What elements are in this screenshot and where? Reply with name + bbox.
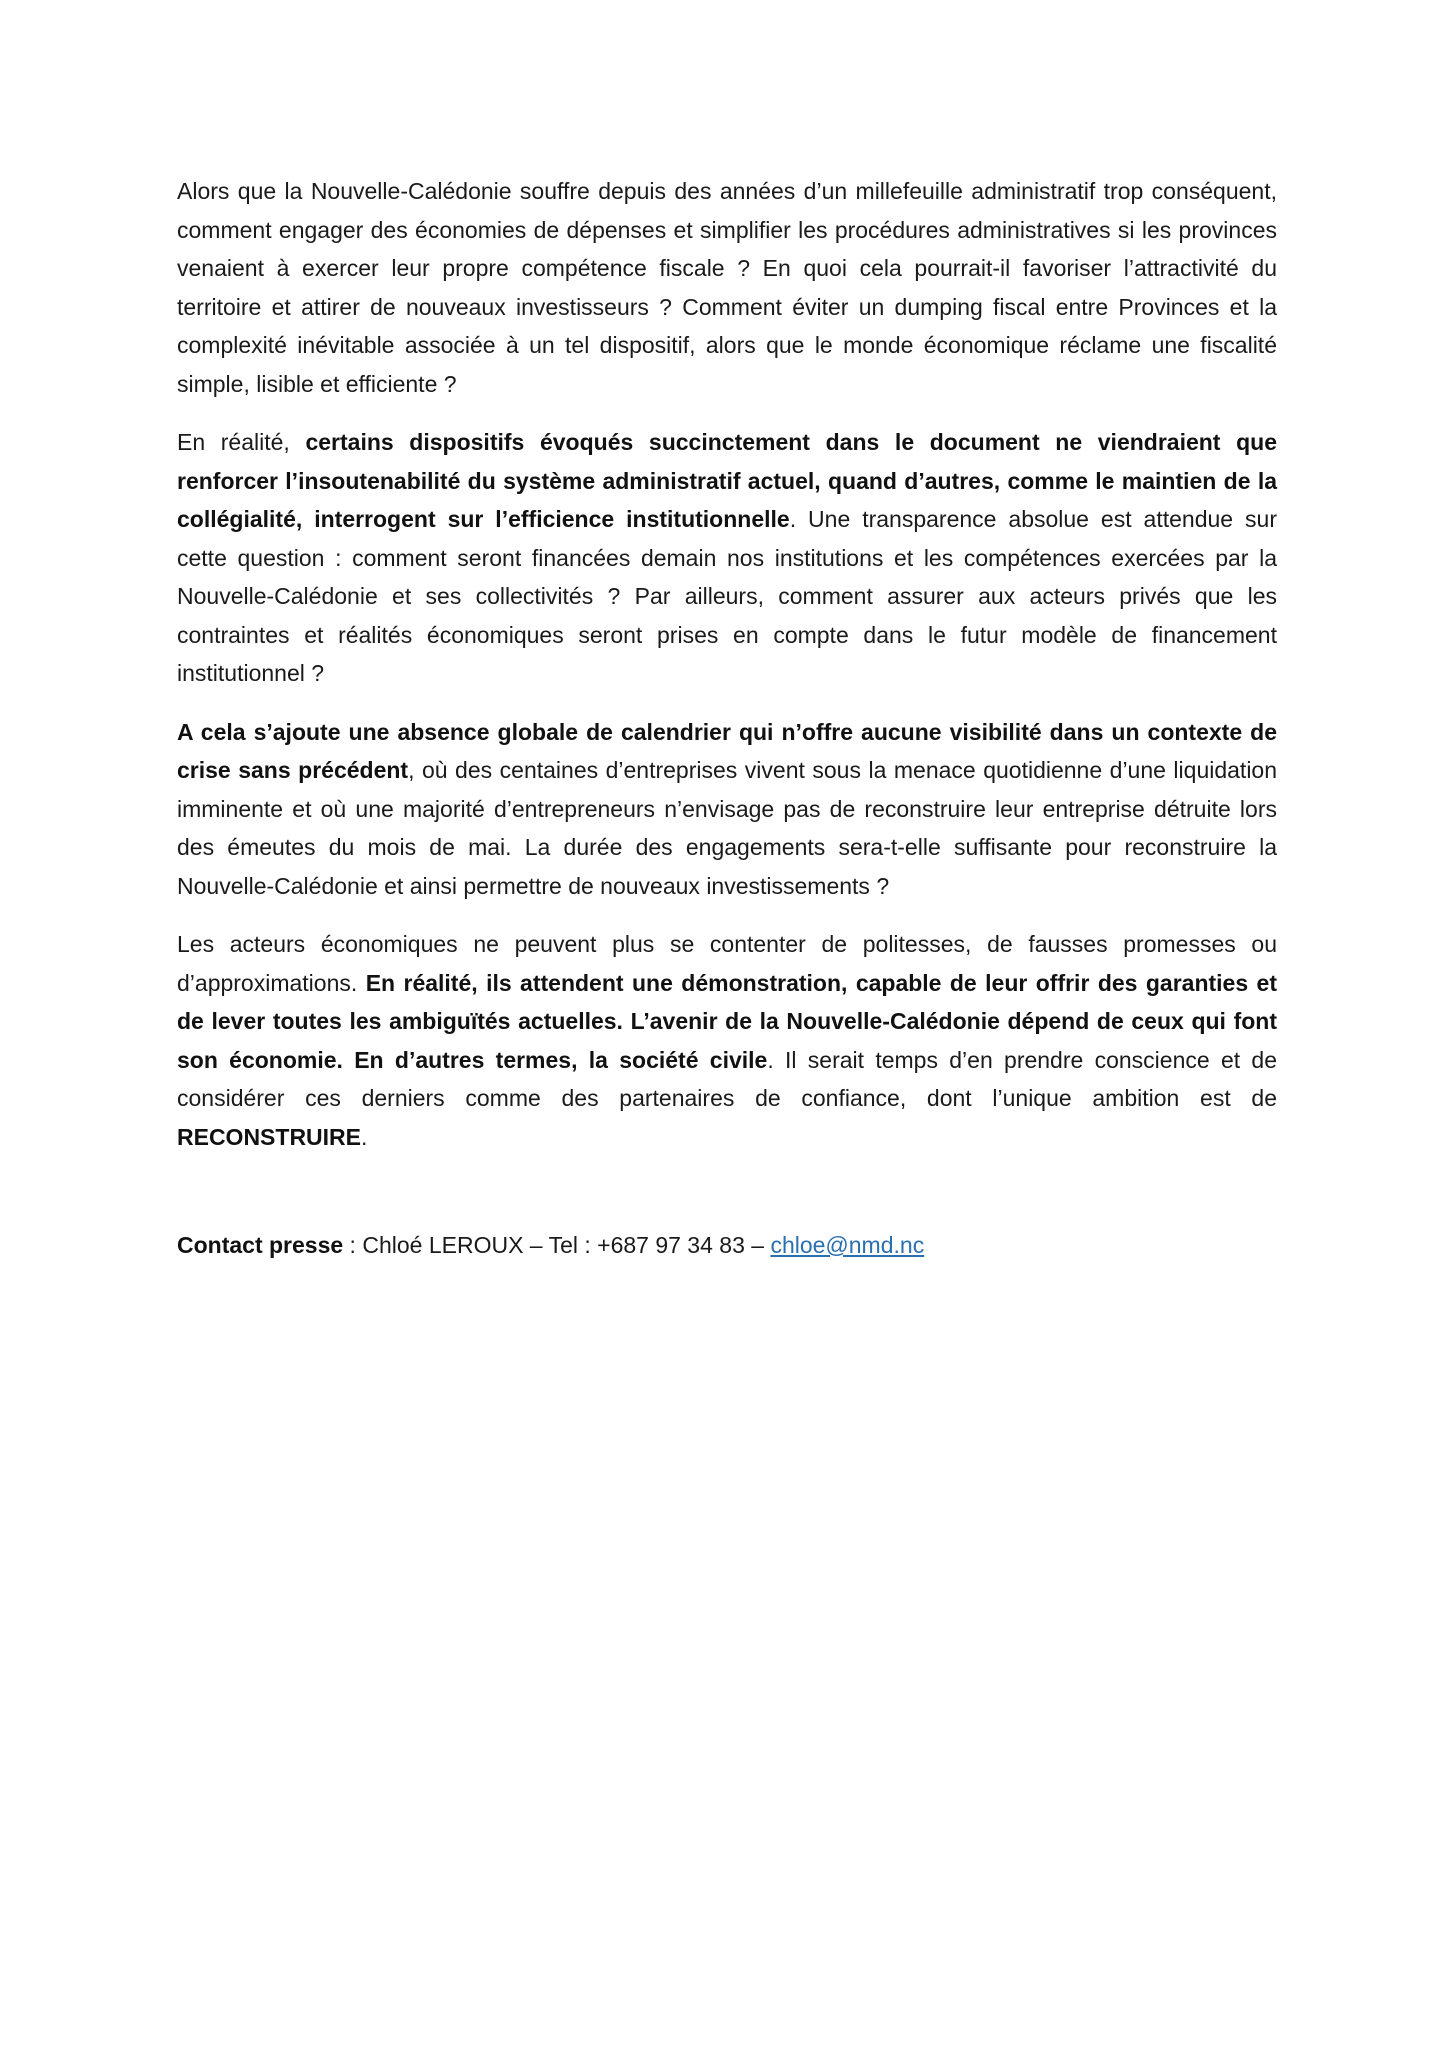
- document-body: [177, 172, 1277, 1285]
- paragraph-4-bold-1: En réalité, ils attendent une démonstration, capable de leur offrir des garanties et de lever toutes les ambiguïtés actuelles. L’avenir de la Nouvelle-Calédonie dépend de ceux qui font son économie. En d’autres termes, la société civile: [177, 969, 1277, 1073]
- press-contact-details: : Chloé LEROUX – Tel : +687 97 34 83 –: [343, 1232, 771, 1258]
- paragraph-4-text-3: .: [361, 1123, 368, 1150]
- press-contact: [177, 1226, 1277, 1265]
- paragraph-3-text-1: , où des centaines d’entreprises vivent sous la menace quotidienne d’une liquidation imminente et où une majorité d’entrepreneurs n’envisage pas de reconstruire leur entreprise détruite lors des émeutes du mois de mai. La durée des engagements sera-t-elle suffisante pour reconstruire la Nouvelle-Calédonie et ainsi permettre de nouveaux investissements ?: [177, 757, 1278, 899]
- paragraph-4-text-1: Les acteurs économiques ne peuvent plus se contenter de politesses, de fausses promesses ou d’approximations.: [177, 931, 1277, 996]
- paragraph-4-bold-2: RECONSTRUIRE: [177, 1123, 362, 1150]
- press-contact-label: Contact presse: [177, 1232, 344, 1258]
- paragraph-3: [177, 713, 1277, 906]
- paragraph-2: [177, 423, 1277, 693]
- paragraph-3-bold-1: A cela s’ajoute une absence globale de calendrier qui n’offre aucune visibilité dans un contexte de crise sans précédent: [177, 718, 1277, 783]
- paragraph-1: [177, 172, 1277, 403]
- paragraph-4-text-2: . Il serait temps d’en prendre conscience et de considérer ces derniers comme des partenaires de confiance, dont l’unique ambition est de: [177, 1046, 1277, 1111]
- press-contact-email-link[interactable]: chloe@nmd.nc: [770, 1232, 925, 1258]
- paragraph-2-text-2: . Une transparence absolue est attendue sur cette question : comment seront financées demain nos institutions et les compétences exercées par la Nouvelle-Calédonie et ses collectivités ? Par ailleurs, comment assurer aux acteurs privés que les contraintes et réalités économiques seront prises en compte dans le futur modèle de financement institutionnel ?: [177, 506, 1277, 686]
- paragraph-4: [177, 925, 1277, 1156]
- paragraph-1-text: Alors que la Nouvelle-Calédonie souffre depuis des années d’un millefeuille administratif trop conséquent, comment engager des économies de dépenses et simplifier les procédures administratives si les provinces venaient à exercer leur propre compétence fiscale ? En quoi cela pourrait-il favoriser l’attractivité du territoire et attirer de nouveaux investisseurs ? Comment éviter un dumping fiscal entre Provinces et la complexité inévitable associée à un tel dispositif, alors que le monde économique réclame une fiscalité simple, lisible et efficiente ?: [177, 178, 1277, 397]
- paragraph-2-bold-1: certains dispositifs évoqués succinctement dans le document ne viendraient que renforcer l’insoutenabilité du système administratif actuel, quand d’autres, comme le maintien de la collégialité, interrogent sur l’efficience institutionnelle: [177, 429, 1277, 532]
- paragraph-2-text-1: En réalité,: [177, 429, 306, 455]
